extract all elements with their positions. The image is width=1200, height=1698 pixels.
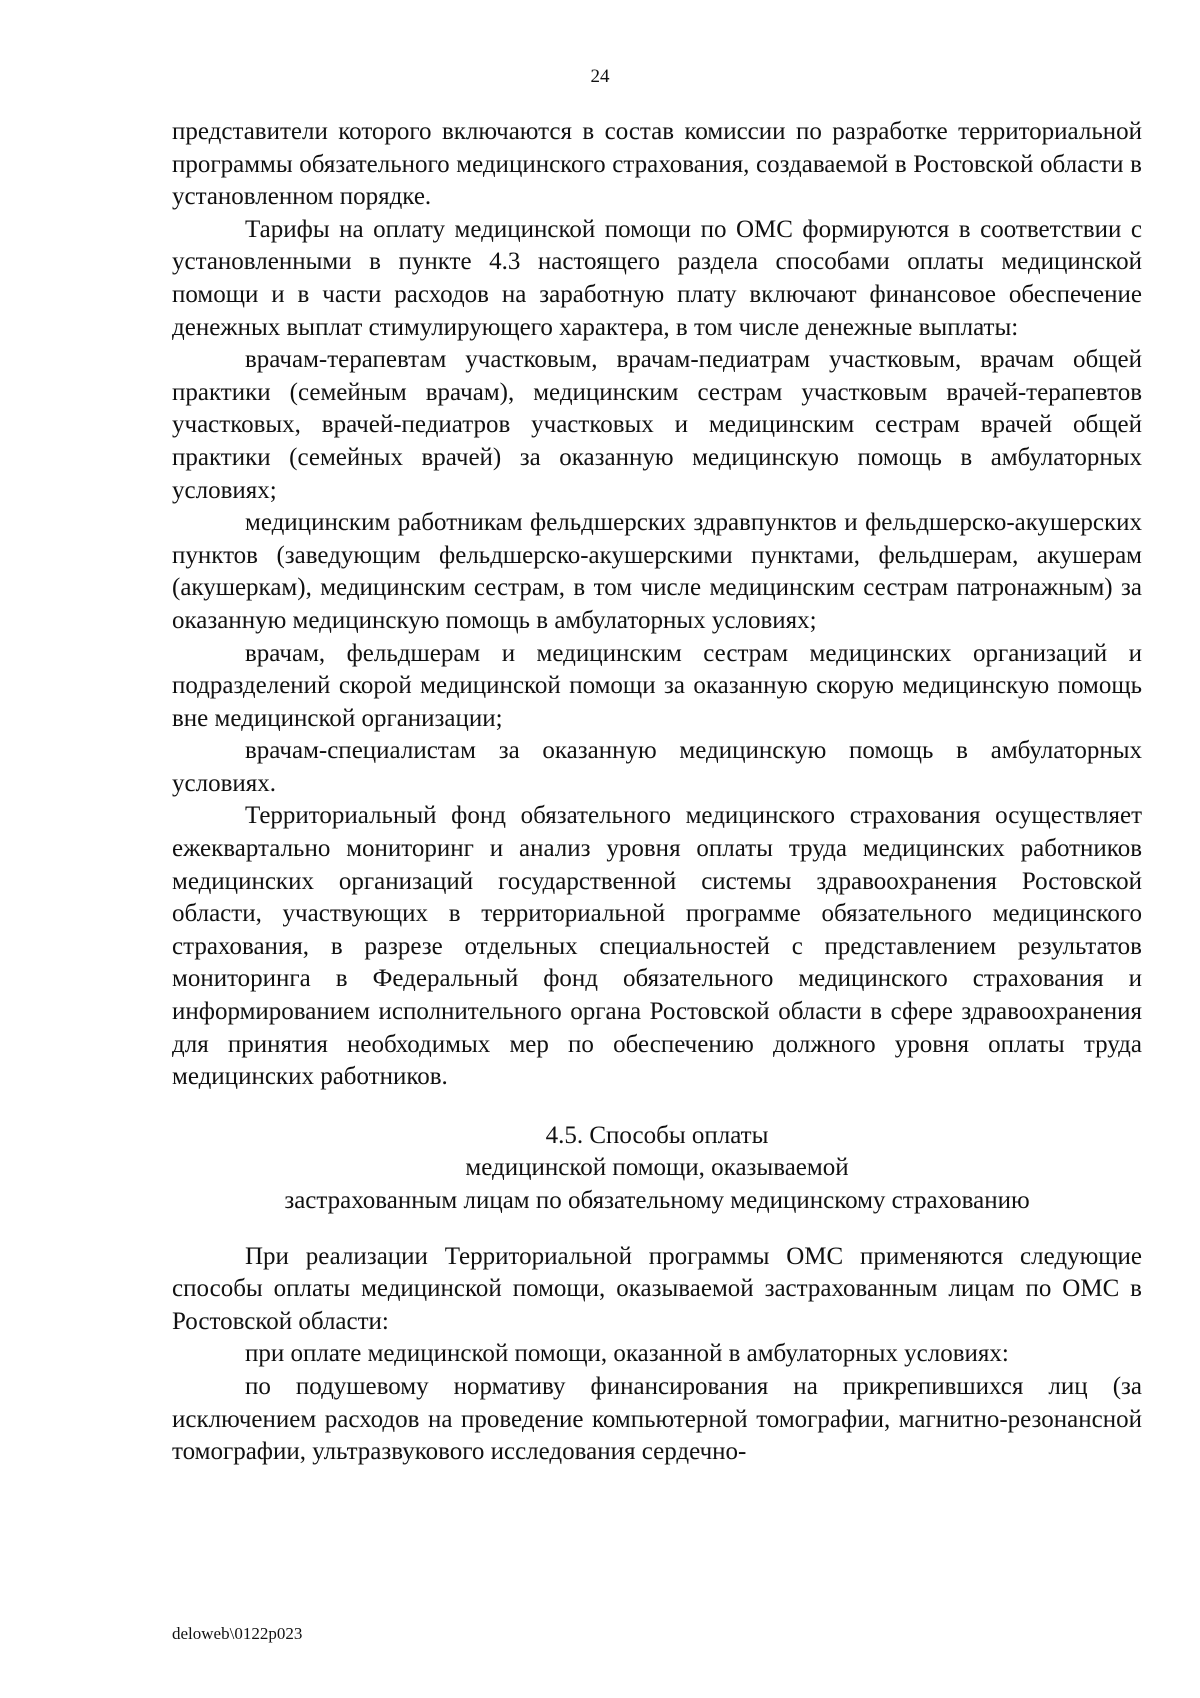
paragraph: врачам-специалистам за оказанную медицинскую помощь в амбулаторных условиях. (172, 737, 1142, 797)
paragraph: представители которого включаются в состав комиссии по разработке территориальной программы обязательного медицинского страхования, создаваемой в Ростовской области в установленном порядке. (172, 118, 1142, 211)
page-number: 24 (590, 66, 610, 87)
section-heading-line: медицинской помощи, оказываемой (465, 1154, 849, 1182)
paragraph: медицинским работникам фельдшерских здравпунктов и фельдшерско-акушерских пунктов (заведующим фельдшерско-акушерскими пунктами, фельдшерам, акушерам (акушеркам), медицинским сестрам, в том числе медицинским сестрам патронажным) за оказанную медицинскую помощь в амбулаторных условиях; (172, 509, 1142, 634)
paragraph: при оплате медицинской помощи, оказанной в амбулаторных условиях: (245, 1340, 1009, 1368)
section-heading-line: застрахованным лицам по обязательному медицинскому страхованию (284, 1187, 1030, 1214)
paragraph: по подушевому нормативу финансирования на прикрепившихся лиц (за исключением расходов на проведение компьютерной томографии, магнитно-резонансной томографии, ультразвукового исследования сердечно- (172, 1372, 1142, 1466)
document-code: deloweb\0122p023 (172, 1624, 303, 1643)
paragraph: врачам-терапевтам участковым, врачам-педиатрам участковым, врачам общей практики (семейным врачам), медицинским сестрам участковым врачей-терапевтов участковых, врачей-педиатров участковых и медицинским сестрам врачей общей практики (семейных врачей) за оказанную медицинскую помощь в амбулаторных условиях; (172, 346, 1142, 504)
paragraph: Тарифы на оплату медицинской помощи по ОМС формируются в соответствии с установленными в пункте 4.3 настоящего раздела способами оплаты медицинской помощи и в части расходов на заработную плату включают финансовое обеспечение денежных выплат стимулирующего характера, в том числе денежные выплаты: (172, 215, 1142, 341)
paragraph: При реализации Территориальной программы ОМС применяются следующие способы оплаты медицинской помощи, оказываемой застрахованным лицам по ОМС в Ростовской области: (172, 1242, 1142, 1335)
section-heading (172, 1094, 1142, 1241)
paragraph: врачам, фельдшерам и медицинским сестрам медицинских организаций и подразделений скорой медицинской помощи за оказанную скорую медицинскую помощь вне медицинской организации; (172, 639, 1142, 732)
paragraph: Территориальный фонд обязательного медицинского страхования осуществляет ежеквартально мониторинг и анализ уровня оплаты труда медицинских работников медицинских организаций государственной системы здравоохранения Ростовской области, участвующих в территориальной программе обязательного медицинского страхования, в разрезе отдельных специальностей с представлением результатов мониторинга в Федеральный фонд обязательного медицинского страхования и информированием исполнительного органа Ростовской области в сфере здравоохранения для принятия необходимых мер по обеспечению должного уровня оплаты труда медицинских работников. (172, 802, 1142, 1091)
document-body (172, 116, 1142, 1469)
section-heading-line: 4.5. Способы оплаты (545, 1121, 769, 1149)
